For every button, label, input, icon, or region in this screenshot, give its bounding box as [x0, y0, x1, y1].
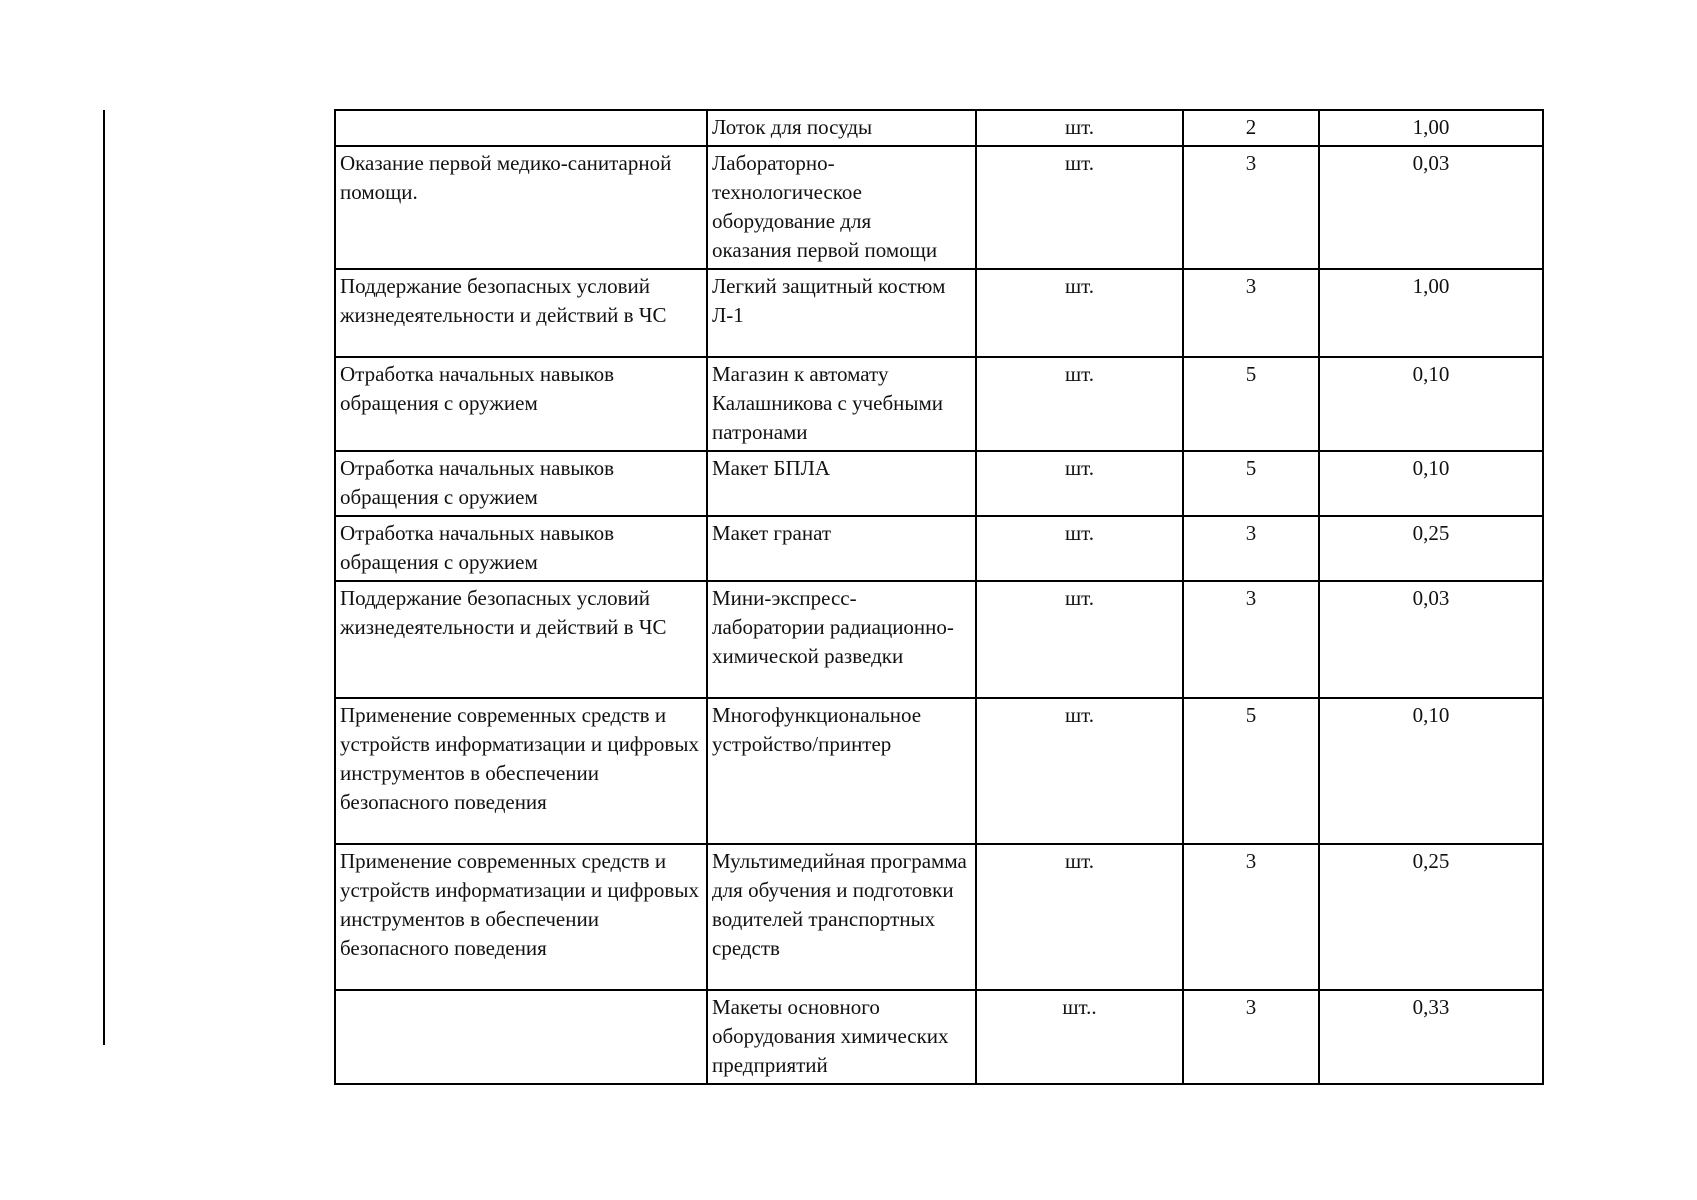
- equipment-table: [334, 109, 1544, 1085]
- coefficient-cell: 1,00: [1319, 110, 1543, 146]
- item-cell: Лоток для посуды: [707, 110, 976, 146]
- item-cell: Лабораторно- технологическое оборудование для оказания первой помощи: [707, 146, 976, 269]
- unit-cell: шт.: [976, 844, 1183, 990]
- item-cell: Макеты основного оборудования химических предприятий: [707, 990, 976, 1084]
- table-row: [335, 451, 1543, 516]
- item-cell: Легкий защитный костюм Л-1: [707, 269, 976, 357]
- quantity-cell: 3: [1183, 990, 1319, 1084]
- activity-cell: Поддержание безопасных условий жизнедеятельности и действий в ЧС: [335, 581, 707, 698]
- unit-cell: шт.: [976, 146, 1183, 269]
- table-row: [335, 990, 1543, 1084]
- activity-cell: Отработка начальных навыков обращения с оружием: [335, 516, 707, 581]
- unit-cell: шт..: [976, 990, 1183, 1084]
- item-cell: Макет гранат: [707, 516, 976, 581]
- quantity-cell: 3: [1183, 844, 1319, 990]
- activity-cell: [335, 990, 707, 1084]
- activity-cell: Применение современных средств и устройств информатизации и цифровых инструментов в обеспечении безопасного поведения: [335, 698, 707, 844]
- activity-cell: Отработка начальных навыков обращения с оружием: [335, 451, 707, 516]
- item-cell: Магазин к автомату Калашникова с учебными патронами: [707, 357, 976, 451]
- coefficient-cell: 0,33: [1319, 990, 1543, 1084]
- table-row: [335, 110, 1543, 146]
- coefficient-cell: 1,00: [1319, 269, 1543, 357]
- coefficient-cell: 0,03: [1319, 581, 1543, 698]
- coefficient-cell: 0,25: [1319, 844, 1543, 990]
- quantity-cell: 2: [1183, 110, 1319, 146]
- coefficient-cell: 0,10: [1319, 451, 1543, 516]
- quantity-cell: 5: [1183, 357, 1319, 451]
- item-cell: Многофункциональное устройство/принтер: [707, 698, 976, 844]
- unit-cell: шт.: [976, 698, 1183, 844]
- quantity-cell: 5: [1183, 698, 1319, 844]
- unit-cell: шт.: [976, 110, 1183, 146]
- activity-cell: Оказание первой медико-санитарной помощи.: [335, 146, 707, 269]
- unit-cell: шт.: [976, 451, 1183, 516]
- unit-cell: шт.: [976, 581, 1183, 698]
- coefficient-cell: 0,25: [1319, 516, 1543, 581]
- coefficient-cell: 0,10: [1319, 698, 1543, 844]
- coefficient-cell: 0,10: [1319, 357, 1543, 451]
- quantity-cell: 3: [1183, 146, 1319, 269]
- unit-cell: шт.: [976, 357, 1183, 451]
- item-cell: Мини-экспресс- лаборатории радиационно- химической разведки: [707, 581, 976, 698]
- activity-cell: Поддержание безопасных условий жизнедеятельности и действий в ЧС: [335, 269, 707, 357]
- item-cell: Макет БПЛА: [707, 451, 976, 516]
- left-margin-line: [103, 110, 105, 1045]
- quantity-cell: 5: [1183, 451, 1319, 516]
- quantity-cell: 3: [1183, 516, 1319, 581]
- quantity-cell: 3: [1183, 581, 1319, 698]
- activity-cell: Применение современных средств и устройств информатизации и цифровых инструментов в обеспечении безопасного поведения: [335, 844, 707, 990]
- activity-cell: [335, 110, 707, 146]
- coefficient-cell: 0,03: [1319, 146, 1543, 269]
- table-row: [335, 146, 1543, 269]
- quantity-cell: 3: [1183, 269, 1319, 357]
- table-row: [335, 698, 1543, 844]
- table-row: [335, 357, 1543, 451]
- table-row: [335, 844, 1543, 990]
- unit-cell: шт.: [976, 516, 1183, 581]
- table-row: [335, 269, 1543, 357]
- table-row: [335, 516, 1543, 581]
- table-row: [335, 581, 1543, 698]
- activity-cell: Отработка начальных навыков обращения с оружием: [335, 357, 707, 451]
- item-cell: Мультимедийная программа для обучения и подготовки водителей транспортных средств: [707, 844, 976, 990]
- unit-cell: шт.: [976, 269, 1183, 357]
